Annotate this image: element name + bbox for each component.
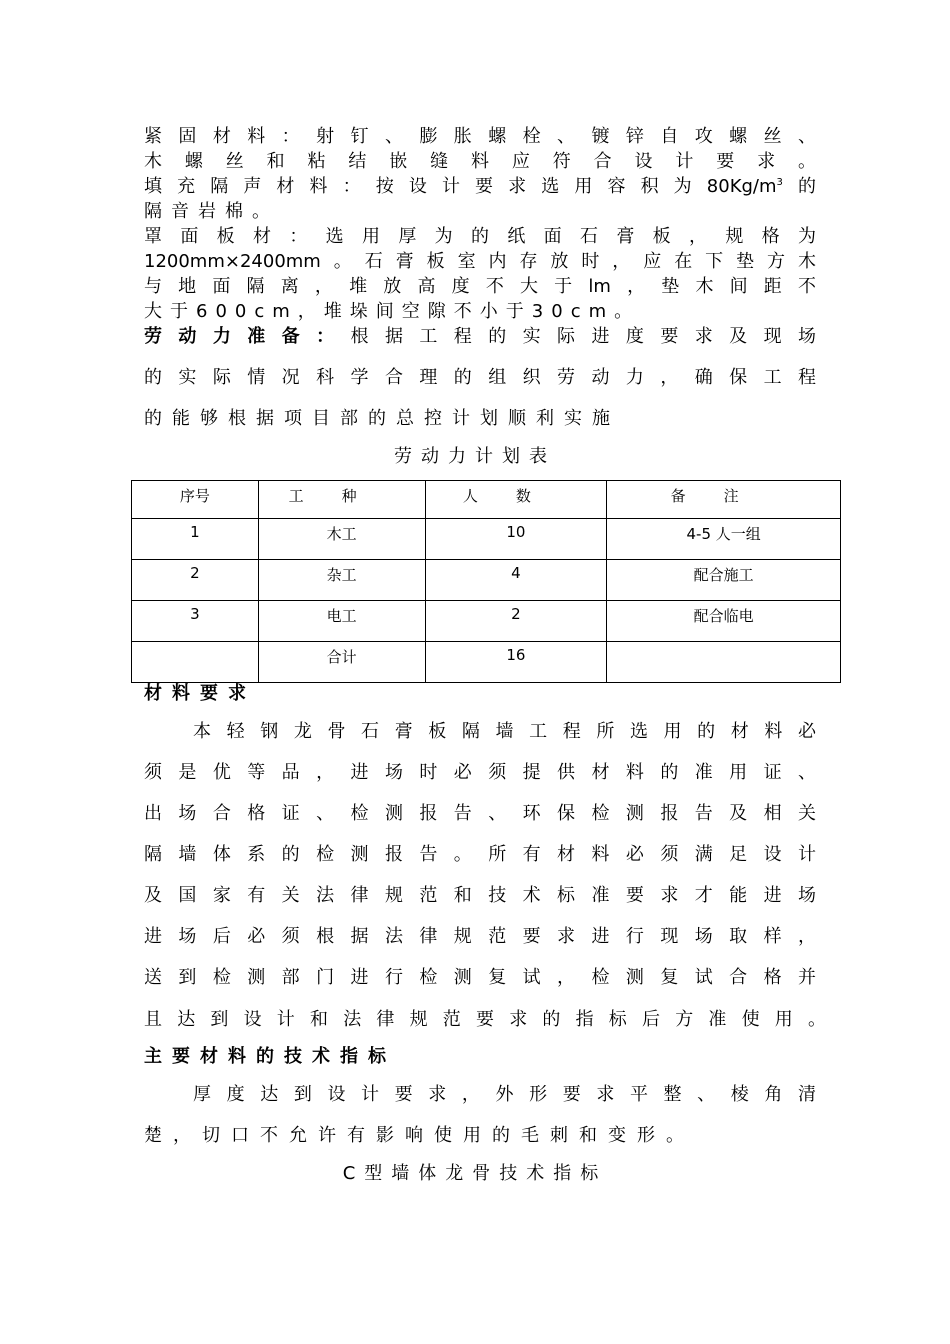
fasteners-line-1: 紧固材料：射钉、膨胀螺栓、镀锌自攻螺丝、 (144, 126, 816, 147)
table-row (132, 601, 841, 642)
insulation-line-2: 隔音岩棉。 (144, 201, 279, 222)
insulation-text-b: 的 (782, 176, 817, 197)
requirements-line-2: 须是优等品，进场时必须提供材料的准用证、 (144, 762, 816, 783)
table-header-row (132, 481, 841, 519)
insulation-superscript: 3 (776, 177, 783, 188)
labor-line-1 (144, 325, 816, 349)
technical-heading: 主要材料的技术指标 (144, 1046, 396, 1067)
table-cell: 配合施工 (607, 560, 841, 601)
labor-line-2: 的实际情况科学合理的组织劳动力，确保工程 (144, 367, 816, 388)
labor-table-title: 劳动力计划表 (394, 446, 556, 467)
header-cell-count: 人数 (425, 481, 607, 519)
table-cell: 木工 (258, 519, 425, 560)
technical-line-1: 厚度达到设计要求，外形要求平整、棱角清 (193, 1084, 816, 1105)
board-line-4: 大于600cm，堆垛间空隙不小于30cm。 (144, 301, 641, 322)
board-line-3: 与地面隔离，堆放高度不大于lm，垫木间距不 (144, 276, 816, 297)
requirements-line-5: 及国家有关法律规范和技术标准要求才能进场 (144, 885, 816, 906)
table-row (132, 519, 841, 560)
header-cell-index: 序号 (132, 481, 259, 519)
table-total-row (132, 642, 841, 683)
board-line-2: 1200mm×2400mm。石膏板室内存放时，应在下垫方木 (144, 251, 816, 272)
requirements-line-1: 本轻钢龙骨石膏板隔墙工程所选用的材料必 (193, 721, 816, 742)
table-cell: 1 (132, 519, 259, 560)
insulation-text-a: 填充隔声材料：按设计要求选用容积为80Kg/m (144, 176, 777, 197)
table-cell: 合计 (258, 642, 425, 683)
labor-line-3: 的能够根据项目部的总控计划顺利实施 (144, 408, 620, 429)
requirements-line-3: 出场合格证、检测报告、环保检测报告及相关 (144, 803, 816, 824)
header-cell-trade: 工种 (258, 481, 425, 519)
insulation-line-1 (144, 175, 816, 199)
table-cell: 2 (132, 560, 259, 601)
requirements-line-8: 且达到设计和法律规范要求的指标后方准使用。 (144, 1009, 826, 1030)
table-cell (607, 642, 841, 683)
requirements-line-7: 送到检测部门进行检测复试，检测复试合格并 (144, 967, 816, 988)
labor-line-1-text: 根据工程的实际进度要求及现场 (350, 326, 817, 347)
table-cell: 杂工 (258, 560, 425, 601)
fasteners-line-2: 木螺丝和粘结嵌缝料应符合设计要求。 (144, 151, 816, 172)
table-cell: 10 (425, 519, 607, 560)
labor-plan-table (131, 480, 841, 683)
table-cell: 配合临电 (607, 601, 841, 642)
table-row (132, 560, 841, 601)
requirements-line-4: 隔墙体系的检测报告。所有材料必须满足设计 (144, 844, 816, 865)
technical-subtitle: C型墙体龙骨技术指标 (342, 1163, 608, 1184)
technical-line-2: 楚，切口不允许有影响使用的毛刺和变形。 (144, 1125, 695, 1146)
table-cell: 16 (425, 642, 607, 683)
labor-heading: 劳动力准备： (144, 326, 351, 347)
table-cell (132, 642, 259, 683)
table-cell: 电工 (258, 601, 425, 642)
table-cell: 4-5 人一组 (607, 519, 841, 560)
table-cell: 3 (132, 601, 259, 642)
header-cell-notes: 备注 (607, 481, 841, 519)
board-line-1: 罩面板材：选用厚为的纸面石膏板，规格为 (144, 226, 816, 247)
requirements-heading: 材料要求 (144, 683, 256, 704)
table-cell: 4 (425, 560, 607, 601)
table-cell: 2 (425, 601, 607, 642)
requirements-line-6: 进场后必须根据法律规范要求进行现场取样， (144, 926, 816, 947)
